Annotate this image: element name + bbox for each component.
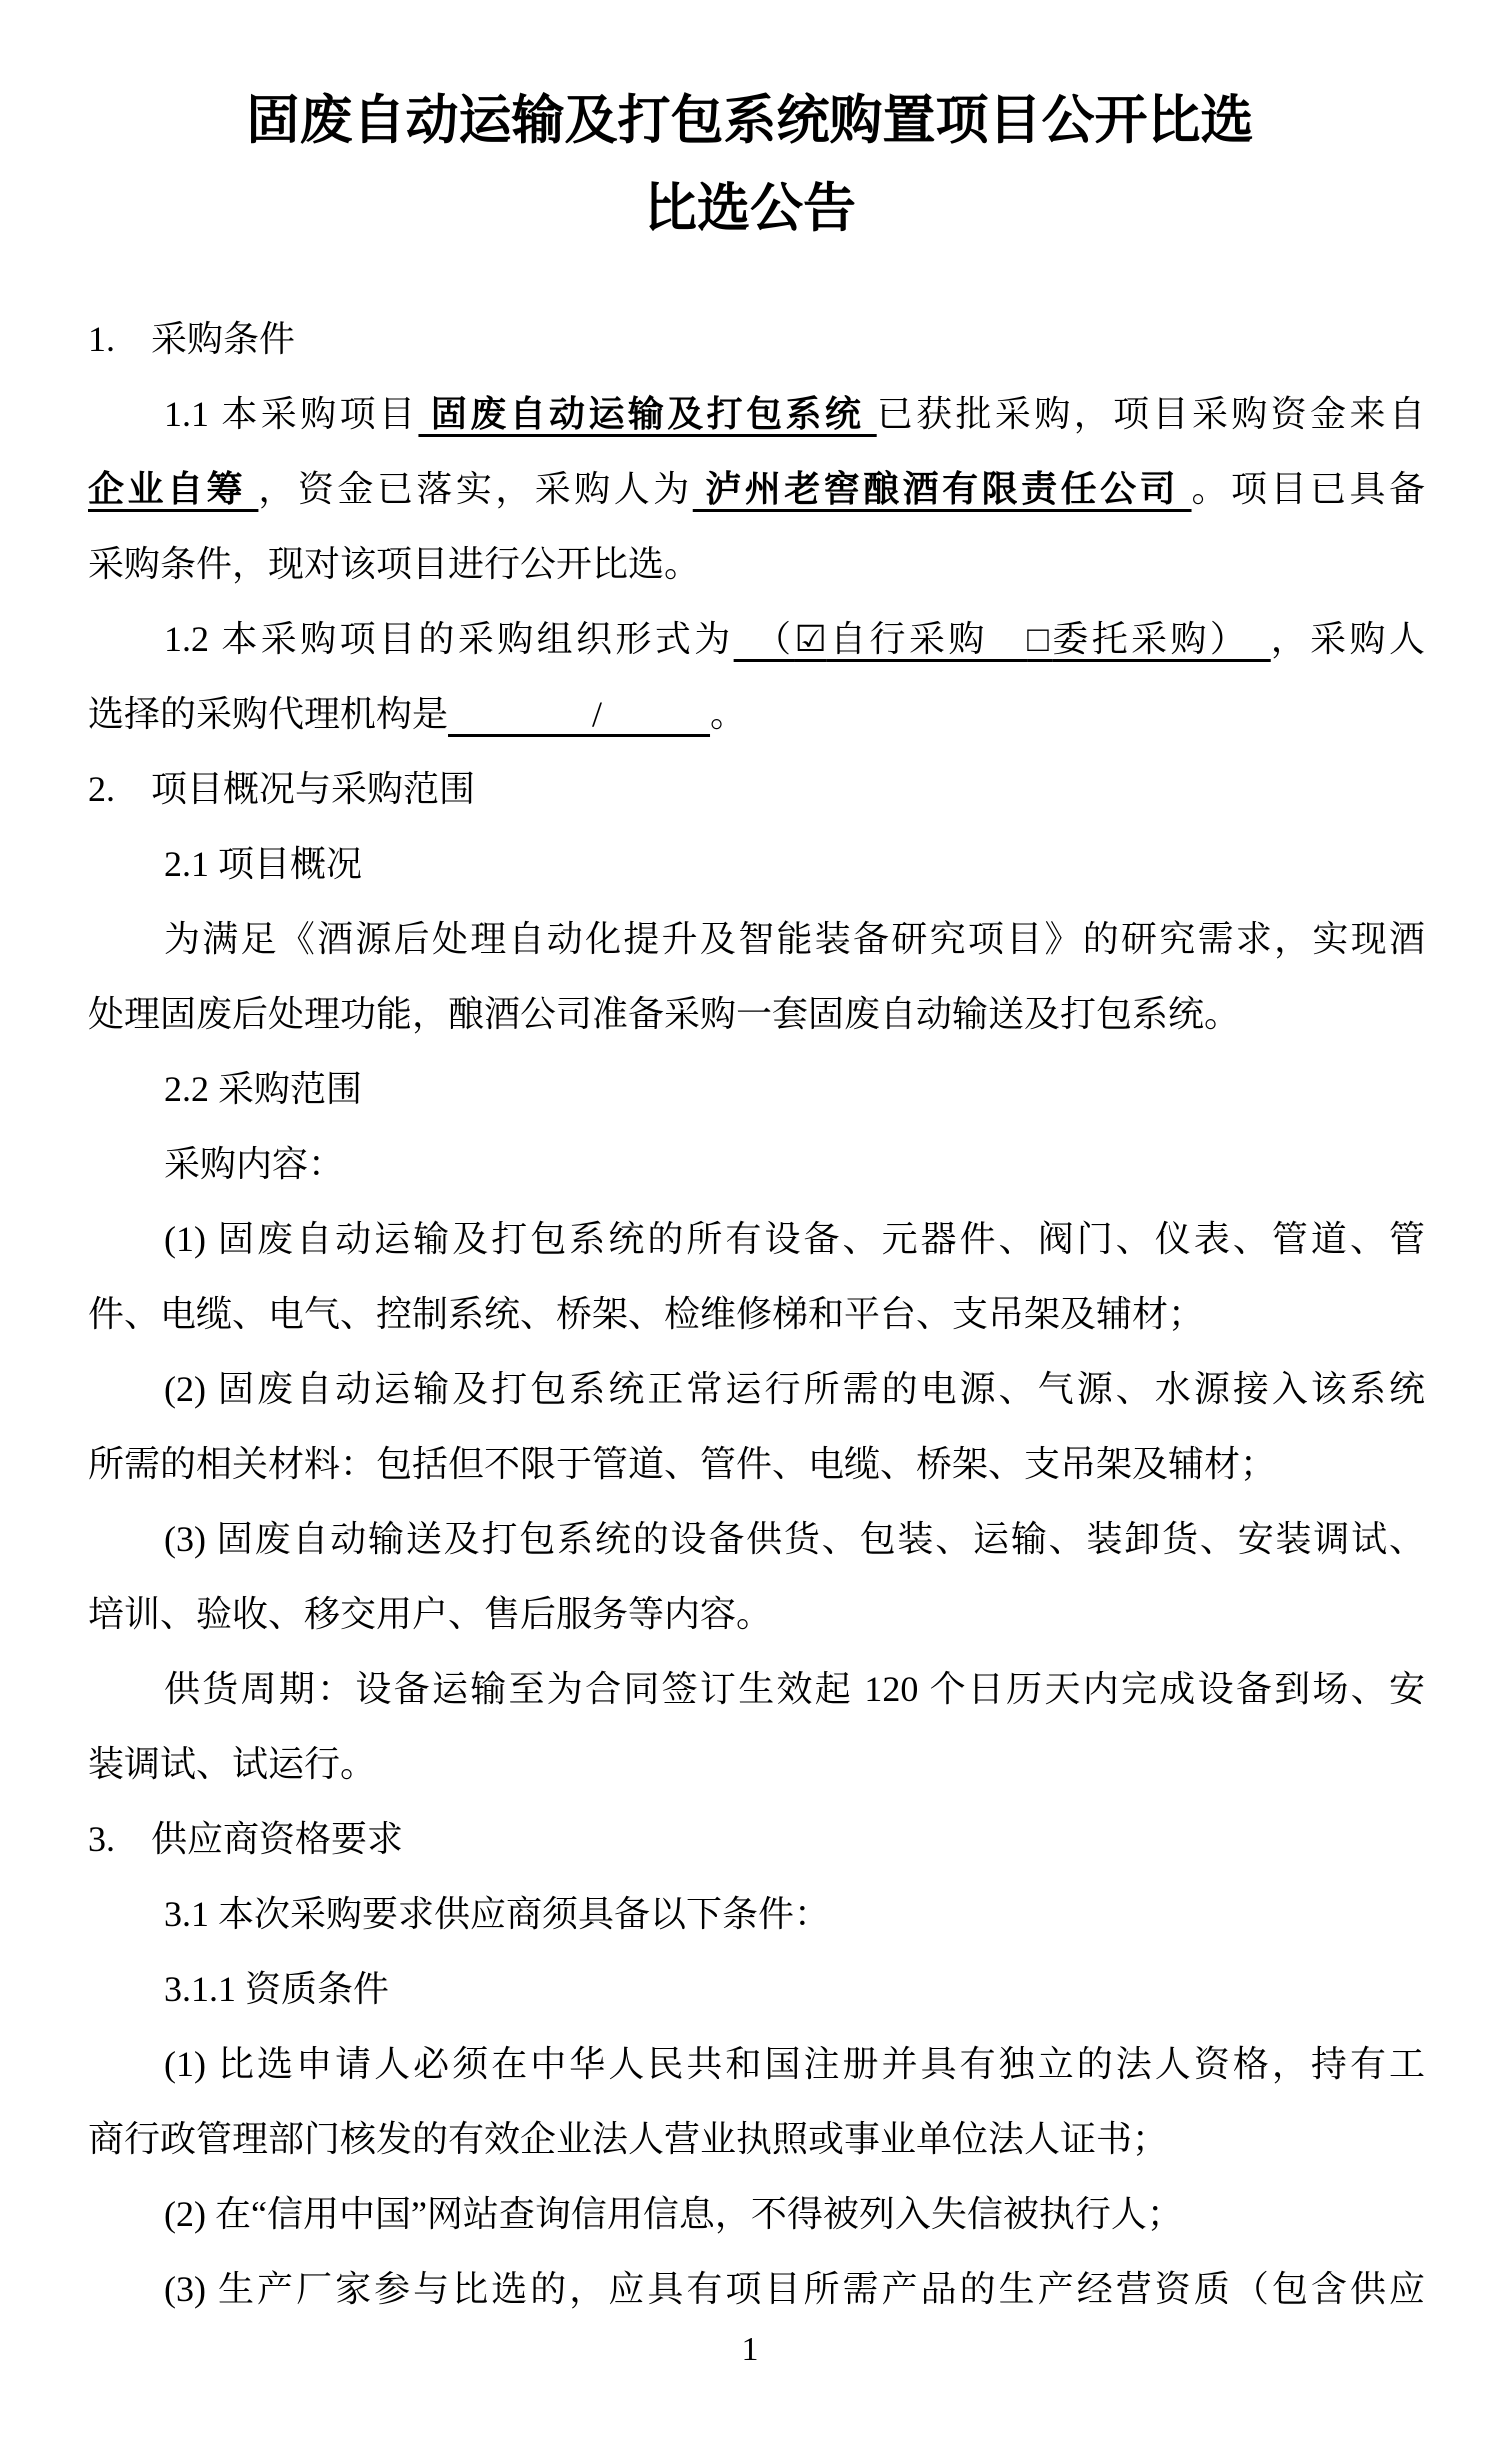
text-run: 件、电缆、电气、控制系统、桥架、检维修梯和平台、支吊架及辅材；: [88, 1294, 1205, 1334]
text-run: 。: [710, 694, 747, 734]
qual-item-3-line-1: [88, 2252, 1425, 2327]
page-number: 1: [741, 2331, 759, 2368]
item-1-line-1: [88, 1202, 1425, 1277]
item-2-line-2: [88, 1427, 1425, 1502]
text-run: (2) 在“信用中国”网站查询信用信息，不得被列入失信被执行人；: [164, 2194, 1183, 2234]
para-1-2-line-1: [88, 602, 1425, 677]
text-run: 2.2 采购范围: [164, 1069, 363, 1109]
item-3-line-1: [88, 1502, 1425, 1577]
procurement-content-label: [88, 1127, 1425, 1202]
text-run: 3.1 本次采购要求供应商须具备以下条件：: [164, 1894, 831, 1934]
qual-item-2-line: [88, 2177, 1425, 2252]
agency-blank-underline: /: [448, 694, 711, 734]
document-subtitle: 比选公告: [644, 180, 856, 239]
text-run: 采购内容：: [164, 1144, 345, 1184]
item-1-line-2: [88, 1277, 1425, 1352]
text-run: (2) 固废自动运输及打包系统正常运行所需的电源、气源、水源接入该系统: [164, 1369, 1425, 1409]
text-run: 装调试、试运行。: [88, 1744, 377, 1784]
text-run: 1.1 本采购项目: [164, 394, 419, 434]
text-run: （: [733, 619, 795, 659]
qual-item-1-line-1: [88, 2027, 1425, 2102]
para-1-1-line-2: [88, 452, 1425, 527]
text-run: 3.1.1 资质条件: [164, 1969, 390, 2009]
text-run: 采购条件，现对该项目进行公开比选。: [88, 544, 701, 584]
text-run: 为满足《酒源后处理自动化提升及智能装备研究项目》的研究需求，实现酒: [164, 919, 1425, 959]
text-run: 2.1 项目概况: [164, 844, 363, 884]
text-run: 供货周期：设备运输至为合同签订生效起 120 个日历天内完成设备到场、安: [164, 1669, 1425, 1709]
section-3-1-heading: [88, 1877, 1425, 1952]
para-1-1-line-1: [88, 377, 1425, 452]
text-run: ，资金已落实，采购人为: [258, 469, 693, 509]
section-2-heading: [88, 752, 1425, 827]
para-2-1-line-1: [88, 902, 1425, 977]
section-3-heading: [88, 1802, 1425, 1877]
item-2-line-1: [88, 1352, 1425, 1427]
text-run: (1) 固废自动运输及打包系统的所有设备、元器件、阀门、仪表、管道、管: [164, 1219, 1425, 1259]
document-body: [88, 302, 1425, 2327]
text-run: 所需的相关材料：包括但不限于管道、管件、电缆、桥架、支吊架及辅材；: [88, 1444, 1277, 1484]
supply-period-line-2: [88, 1727, 1425, 1802]
section-2-1-heading: [88, 827, 1425, 902]
text-run: (3) 固废自动输送及打包系统的设备供货、包装、运输、装卸货、安装调试、: [164, 1519, 1425, 1559]
text-run: 1. 采购条件: [88, 319, 296, 359]
purchaser-name-bold-underline: 泸州老窖酿酒有限责任公司: [692, 469, 1192, 509]
text-run: 已获批采购，项目采购资金来自: [876, 394, 1425, 434]
para-1-2-line-2: [88, 677, 1425, 752]
supply-period-line-1: [88, 1652, 1425, 1727]
text-run: (1) 比选申请人必须在中华人民共和国注册并具有独立的法人资格，持有工: [164, 2044, 1425, 2084]
text-run: 1.2 本采购项目的采购组织形式为: [164, 619, 734, 659]
section-3-1-1-heading: [88, 1952, 1425, 2027]
checked-checkbox-icon: ☑: [794, 619, 827, 659]
section-1-heading: [88, 302, 1425, 377]
entrusted-procurement-option-label: 委托采购）: [1052, 619, 1271, 659]
text-run: 处理固废后处理功能，酿酒公司准备采购一套固废自动输送及打包系统。: [88, 994, 1241, 1034]
project-name-bold-underline: 固废自动运输及打包系统: [418, 394, 877, 434]
item-3-line-2: [88, 1577, 1425, 1652]
text-run: 选择的采购代理机构是: [88, 694, 449, 734]
para-2-1-line-2: [88, 977, 1425, 1052]
self-procurement-option-label: 自行采购: [826, 619, 1028, 659]
unchecked-checkbox-icon: □: [1027, 619, 1053, 659]
para-1-1-line-3: [88, 527, 1425, 602]
text-run: 培训、验收、移交用户、售后服务等内容。: [88, 1594, 773, 1634]
text-run: 商行政管理部门核发的有效企业法人营业执照或事业单位法人证书；: [88, 2119, 1169, 2159]
text-run: 3. 供应商资格要求: [88, 1819, 404, 1859]
text-run: (3) 生产厂家参与比选的，应具有项目所需产品的生产经营资质（包含供应: [164, 2269, 1425, 2309]
text-run: 2. 项目概况与采购范围: [88, 769, 476, 809]
funding-source-bold-underline: 企业自筹: [88, 469, 259, 509]
section-2-2-heading: [88, 1052, 1425, 1127]
text-run: 。项目已具备: [1191, 469, 1425, 509]
qual-item-1-line-2: [88, 2102, 1425, 2177]
text-run: ，采购人: [1270, 619, 1425, 659]
document-title: 固废自动运输及打包系统购置项目公开比选: [246, 92, 1254, 150]
